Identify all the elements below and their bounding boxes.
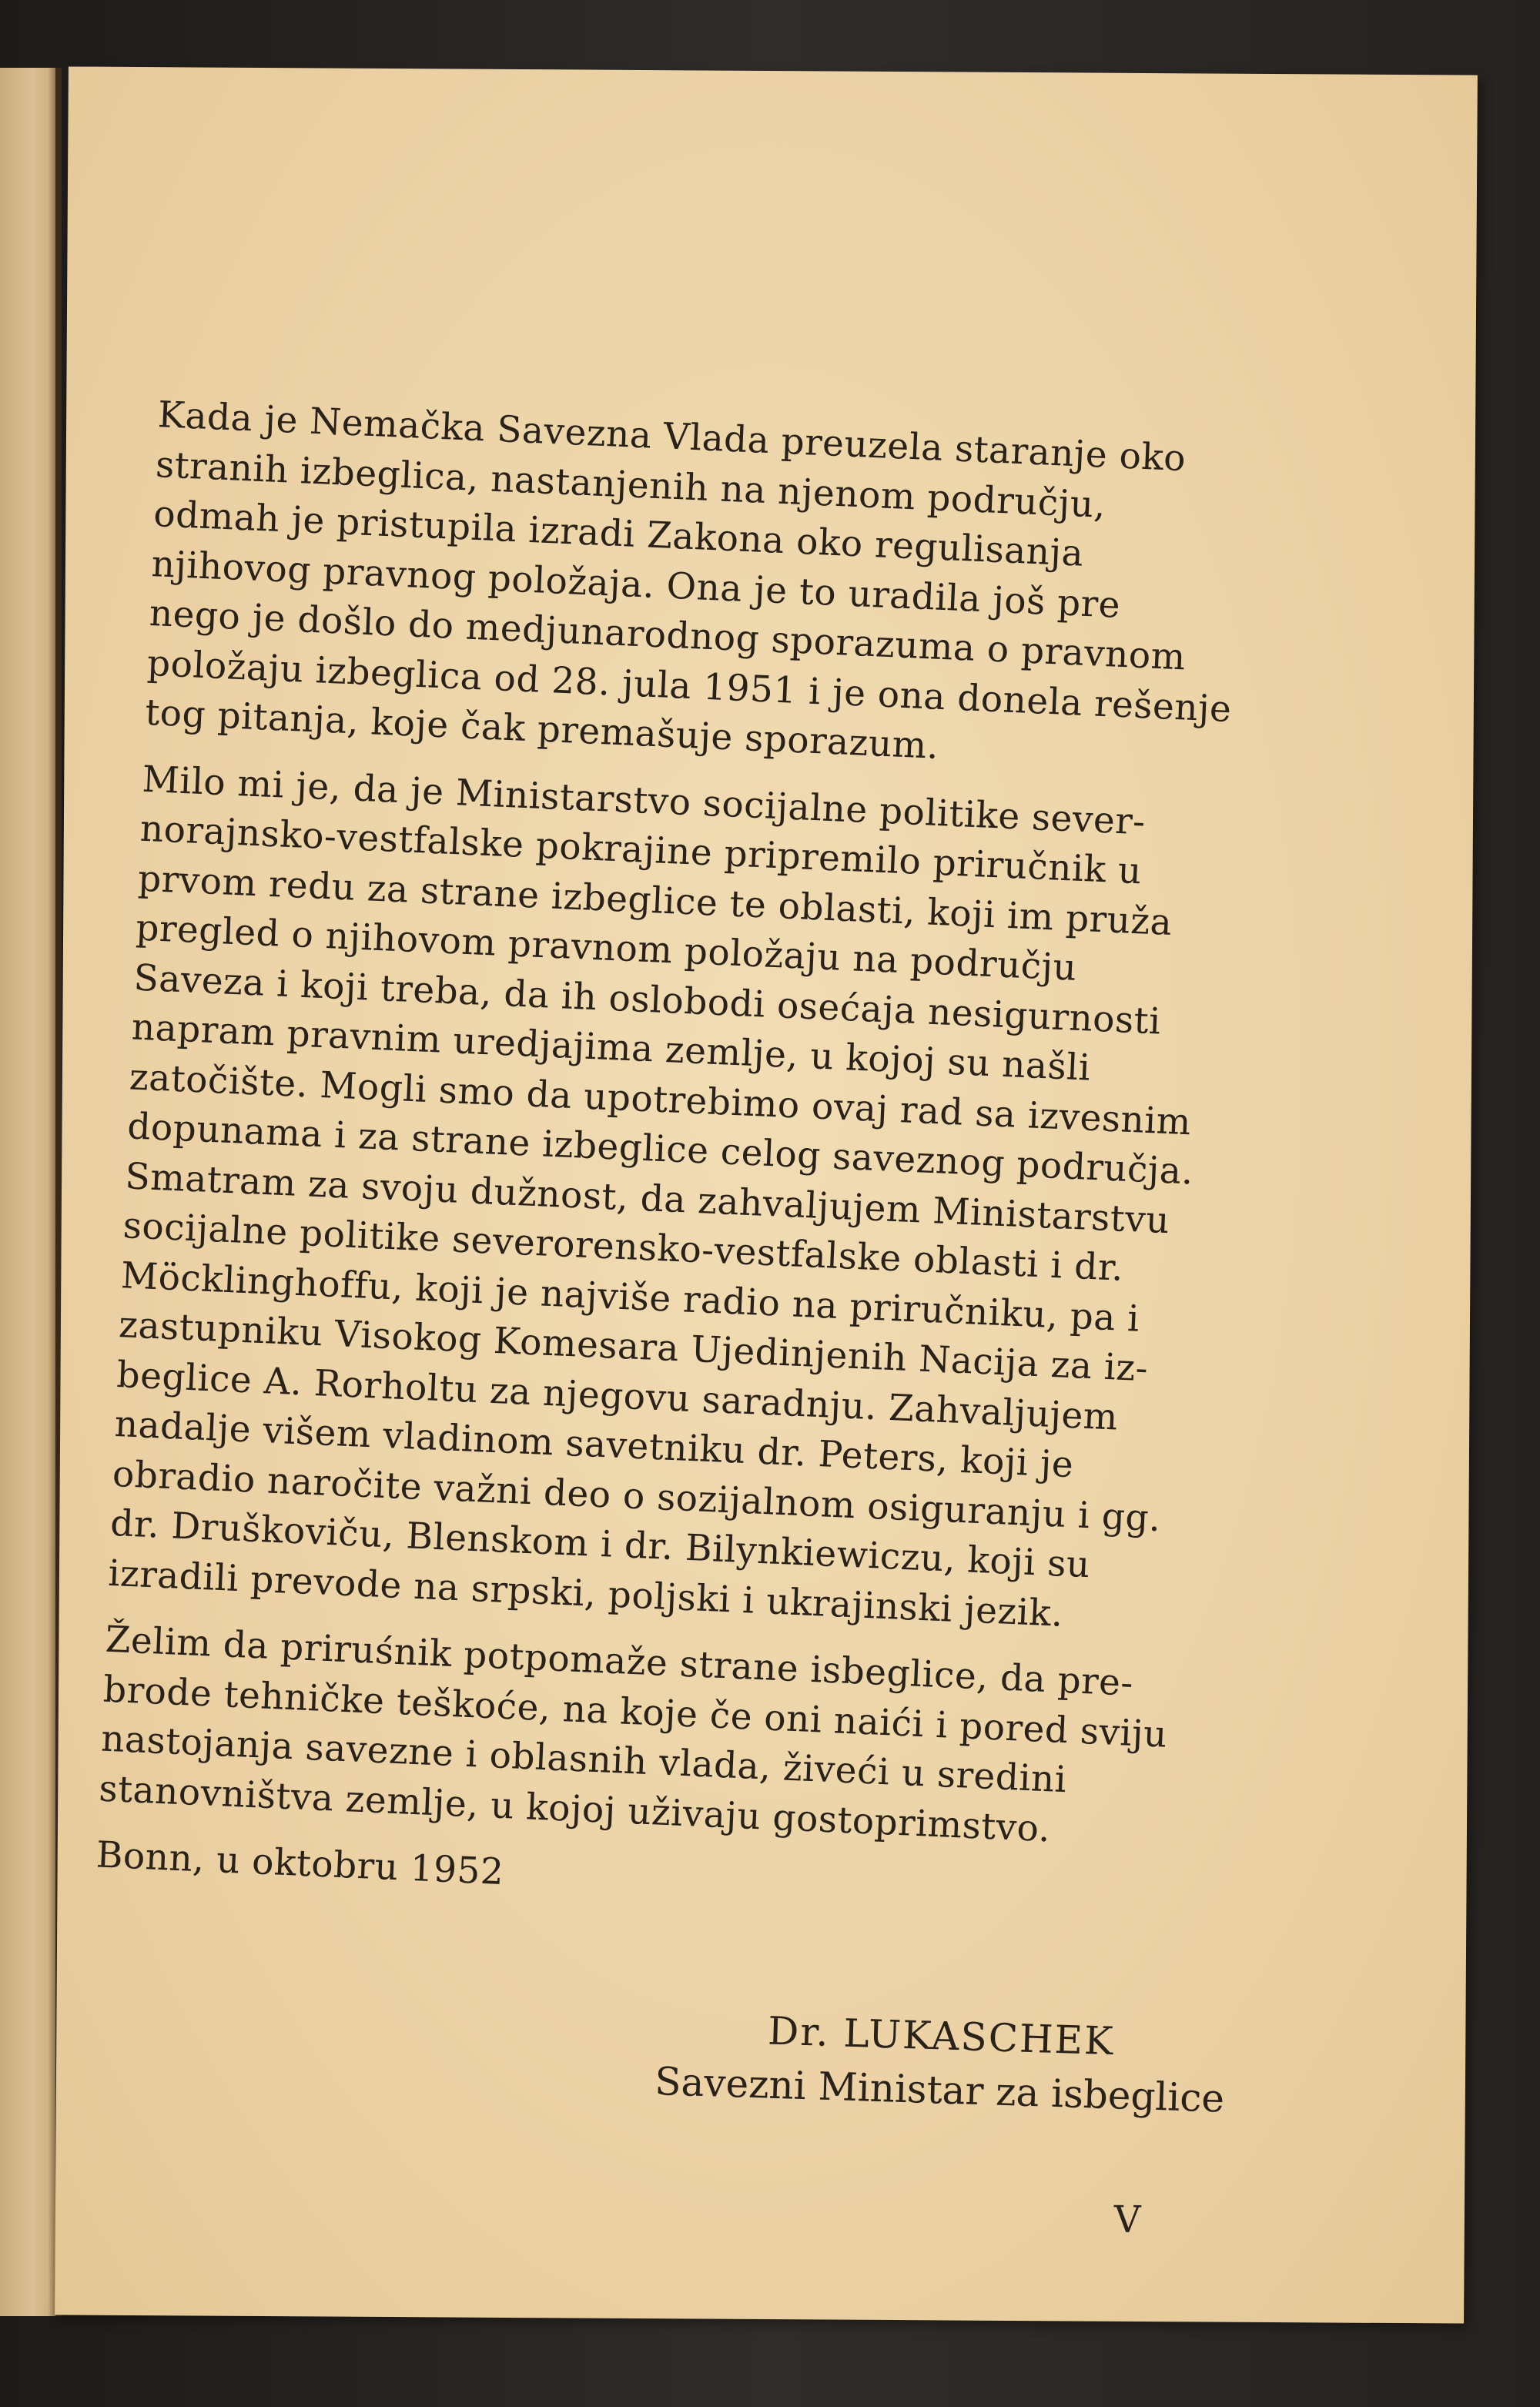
paragraph-1: Kada je Nemačka Savezna Vlada preuzela staranje oko stranih izbeglica, nastanjenih na njenom području, odmah je pristupila izradi Zakona oko regulisanja njihovog pravnog položaja. Ona je to uradila još pre nego je došlo do medjunarodnog sporazuma o pravnom položaju izbeglica od 28. jula 1951 i je ona donela rešenje tog pitanja, koje čak premašuje sporazum.: [144, 393, 1233, 768]
page-number: V: [1113, 2198, 1141, 2241]
place-date: Bonn, u oktobru 1952: [95, 1833, 505, 1894]
document-page: [55, 66, 1478, 2323]
paragraph-2: Milo mi je, da je Ministarstvo socijalne politike sever- norajnsko-vestfalske pokrajine pripremilo priručnik u prvom redu za strane izbeglice te oblasti, koji im pruža pregled o njihovom pravnom položaju na području Saveza i koji treba, da ih oslobodi osećaja nesigurnosti napram pravnim uredjajima zemlje, u kojoj su našli zatočište. Mogli smo da upotrebimo ovaj rad sa izvesnim dopunama i za strane izbeglice celog saveznog područja. Smatram za svoju dužnost, da zahvaljujem Ministarstvu socijalne politike severorensko-vestfalske oblasti i dr. Möcklinghoffu, koji je najviše radio na priručniku, pa i zastupniku Visokog Komesara Ujedinjenih Nacija za iz- beglice A. Rorholtu za njegovu saradnju. Zahvaljujem nadalje višem vladinom savetniku dr. Peters, koji je obradio naročite važni deo o sozijalnom osiguranju i gg. dr. Druškoviču, Blenskom i dr. Bilynkiewiczu, koji su izradili prevode na srpski, poljski i ukrajinski jezik.: [107, 758, 1195, 1635]
signature-block: [592, 1999, 1288, 2127]
body-text: [95, 390, 1374, 1949]
signature-title: Savezni Ministar za isbeglice: [654, 2059, 1225, 2121]
signature-name: Dr. LUKASCHEK: [767, 2008, 1116, 2064]
paragraph-3: Želim da priruśnik potpomaže strane isbeglice, da pre- brode tehničke teškoće, na koje če oni naići i pored sviju nastojanja savezne i oblasnih vlada, živeći u sredini stanovništva zemlje, u kojoj uživaju gostoprimstvo.: [98, 1618, 1169, 1850]
left-page-edge: [0, 68, 60, 2316]
